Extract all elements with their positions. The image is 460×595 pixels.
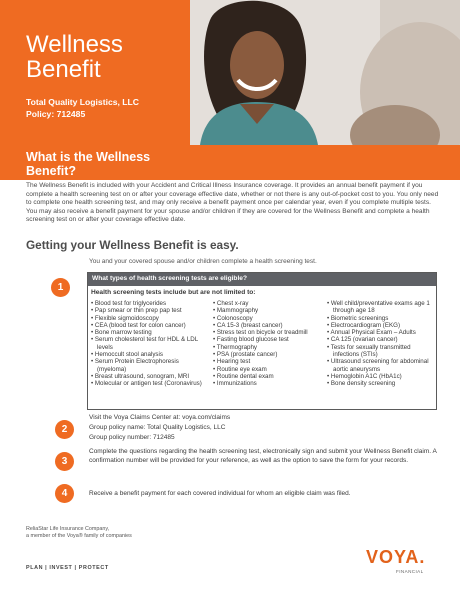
- list-item: • Fasting blood glucose test: [213, 336, 289, 344]
- eligible-box-subhead: Health screening tests include but are not limited to:: [91, 289, 256, 296]
- list-item: • Serum Protein Electrophoresis (myeloma): [91, 358, 179, 373]
- list-item: • Bone marrow testing: [91, 329, 152, 337]
- section-title: What is the Wellness Benefit?: [26, 150, 151, 178]
- list-item: • Chest x-ray: [213, 300, 249, 307]
- eligible-box-header: What types of health screening tests are eligible?: [88, 273, 436, 286]
- list-item: • Routine dental exam: [213, 372, 274, 380]
- step-4-text: Receive a benefit payment for each covered individual for whom an eligible claim was filed.: [89, 490, 351, 497]
- list-item: • Blood test for triglycerides: [91, 300, 167, 307]
- list-item: • Hearing test: [213, 358, 251, 366]
- hero-subtitle: [26, 96, 139, 120]
- eligible-column-2: [213, 300, 323, 388]
- list-item: • Biometric screenings: [327, 314, 389, 322]
- list-item: • Electrocardiogram (EKG): [327, 321, 400, 329]
- section-header-bar: [0, 145, 460, 180]
- list-item: • Routine eye exam: [213, 365, 267, 373]
- eligible-tests-box: [87, 272, 437, 410]
- title-line-1: Wellness: [26, 31, 123, 58]
- list-item: • Thermography: [213, 343, 258, 351]
- eligible-column-1: [91, 300, 209, 388]
- list-item: • CA 15-3 (breast cancer): [213, 321, 283, 329]
- list-item: • Pap smear or thin prep pap test: [91, 307, 182, 315]
- list-item: • CEA (blood test for colon cancer): [91, 321, 186, 329]
- list-item: • Hemoglobin A1C (HbA1c): [327, 372, 402, 380]
- list-item: • Annual Physical Exam – Adults: [327, 329, 416, 337]
- list-item: • Immunizations: [213, 380, 257, 388]
- logo-wordmark: VOYA.: [366, 547, 426, 567]
- list-item: • Colonoscopy: [213, 314, 253, 322]
- list-item: • Bone density screening: [327, 380, 396, 388]
- page-title: [26, 32, 123, 82]
- step-1-badge: 1: [51, 278, 70, 297]
- claims-center-text: Visit the Voya Claims Center at: voya.com/claims: [89, 414, 231, 421]
- hero-banner: [0, 0, 460, 145]
- list-item: • Stress test on bicycle or treadmill: [213, 329, 308, 337]
- title-line-2: Benefit: [26, 56, 101, 83]
- list-item: • PSA (prostate cancer): [213, 351, 278, 359]
- footer-company-line-1: ReliaStar Life Insurance Company,: [26, 526, 110, 532]
- group-policy-number: Group policy number: 712485: [89, 434, 175, 441]
- list-item: • CA 125 (ovarian cancer): [327, 336, 398, 344]
- list-item: • Well child/preventative exams age 1 through age 18: [327, 300, 430, 315]
- list-item: • Molecular or antigen test (Coronavirus): [91, 380, 202, 388]
- list-item: • Ultrasound screening for abdominal aortic aneurysms: [327, 358, 429, 373]
- step-3-text: Complete the questions regarding the health screening test, electronically sign and submit your Wellness Benefit claim. A confirmation number will be provided for your reference, as well as the option to save the form for your records.: [89, 448, 437, 464]
- voya-logo: [366, 547, 432, 577]
- footer-tagline: PLAN | INVEST | PROTECT: [26, 565, 109, 571]
- company-name: Total Quality Logistics, LLC: [26, 97, 139, 107]
- eligible-column-3: [327, 300, 435, 388]
- logo-subtext: FINANCIAL: [396, 569, 424, 574]
- hero-photo: [190, 0, 460, 145]
- list-item: • Mammography: [213, 307, 259, 315]
- step1-lead-text: You and your covered spouse and/or children complete a health screening test.: [89, 258, 317, 265]
- list-item: • Flexible sigmoidoscopy: [91, 314, 159, 322]
- footer-company-line-2: a member of the Voya® family of companies: [26, 533, 132, 539]
- list-item: • Tests for sexually transmitted infections (STIs): [327, 343, 411, 359]
- footer-company: [26, 526, 132, 540]
- list-item: • Breast ultrasound, sonogram, MRI: [91, 372, 190, 380]
- step-4-badge: 4: [55, 484, 74, 503]
- policy-number: Policy: 712485: [26, 109, 86, 119]
- step-3-badge: 3: [55, 452, 74, 471]
- step-2-text: [89, 413, 429, 443]
- list-item: • Serum cholesterol test for HDL & LDL levels: [91, 336, 198, 351]
- intro-paragraph: The Wellness Benefit is included with your Accident and Critical Illness Insurance coverage. It provides an annual benefit payment if you complete a health screening test on or after your coverage effective date, whether or not there is any out-of-pocket cost to you. You only need to complete one health screening test, and may only receive a benefit payment once per calendar year, even if you complete multiple tests. You may also receive a benefit payment for your spouse and/or children if they are covered for the Wellness Benefit and complete a health screening test on or after your coverage effective date.: [26, 182, 439, 224]
- list-item: • Hemoccult stool analysis: [91, 351, 163, 359]
- easy-heading: Getting your Wellness Benefit is easy.: [26, 238, 239, 252]
- step-2-badge: 2: [55, 420, 74, 439]
- photo-illustration: [190, 0, 460, 145]
- group-policy-name: Group policy name: Total Quality Logistics, LLC: [89, 424, 226, 431]
